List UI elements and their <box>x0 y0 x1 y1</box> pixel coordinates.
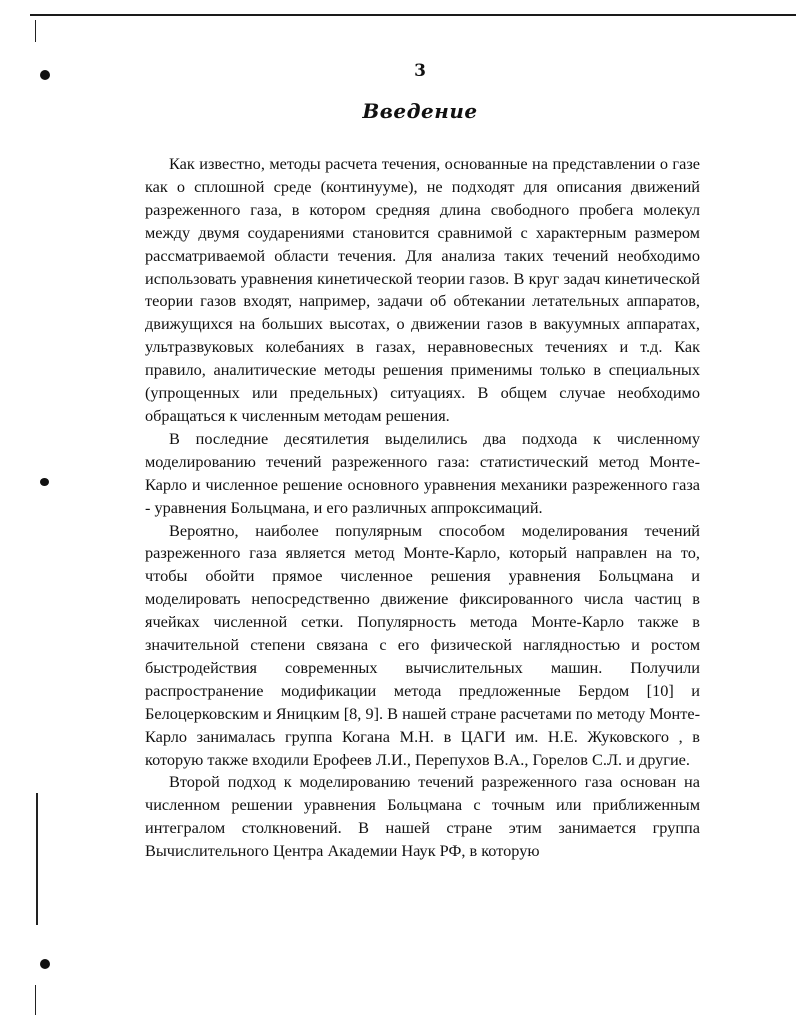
paragraph: Как известно, методы расчета течения, основанные на представлении о газе как о сплошной среде (континууме), не подходят для описания движений разреженного газа, в котором средняя длина свободного пробега молекул между двумя соударениями становится сравнимой с характерным размером рассматриваемой области течения. Для анализа таких течений необходимо использовать уравнения кинетической теории газов. В круг задач кинетической теории газов входят, например, задачи об обтекании летательных аппаратов, движущихся на больших высотах, о движении газов в вакуумных аппаратах, ультразвуковых колебаниях в газах, неравновесных течениях и т.д. Как правило, аналитические методы решения применимы только в специальных (упрощенных или предельных) ситуациях. В общем случае необходимо обращаться к численным методам решения. <box>145 154 700 425</box>
left-scan-mark <box>36 793 38 925</box>
punch-hole-bottom <box>40 959 50 969</box>
top-scan-border <box>30 14 796 16</box>
left-scan-mark <box>35 985 36 1015</box>
paragraph: Вероятно, наиболее популярным способом моделирования течений разреженного газа является метод Монте-Карло, который направлен на то, чтобы обойти прямое численное решения уравнения Больцмана и моделировать непосредственно движение фиксированного числа частиц в ячейках численной сетки. Популярность метода Монте-Карло также в значительной степени связана с его физической наглядностью и ростом быстродействия современных вычислительных машин. Получили распространение модификации метода предложенные Бердом [10] и Белоцерковским и Яницким [8, 9]. В нашей стране расчетами по методу Монте-Карло занималась группа Когана М.Н. в ЦАГИ им. Н.Е. Жуковского , в которую также входили Ерофеев Л.И., Перепухов В.А., Горелов С.Л. и другие. <box>145 520 700 769</box>
paragraph: В последние десятилетия выделились два подхода к численному моделированию течений разреженного газа: статистический метод Монте-Карло и численное решение основного уравнения механики разреженного газа - уравнения Больцмана, и его различных аппроксимаций. <box>145 428 700 517</box>
page-number: 3 <box>414 61 426 81</box>
left-scan-mark <box>35 20 36 42</box>
paragraph: Второй подход к моделированию течений разреженного газа основан на численном решении уравнения Больцмана с точным или приближенным интегралом столкновений. В нашей стране этим занимается группа Вычислительного Центра Академии Наук РФ, в которую <box>145 772 700 861</box>
punch-hole-middle <box>40 478 49 486</box>
section-title: Введение <box>362 99 478 123</box>
body-text <box>145 153 700 863</box>
